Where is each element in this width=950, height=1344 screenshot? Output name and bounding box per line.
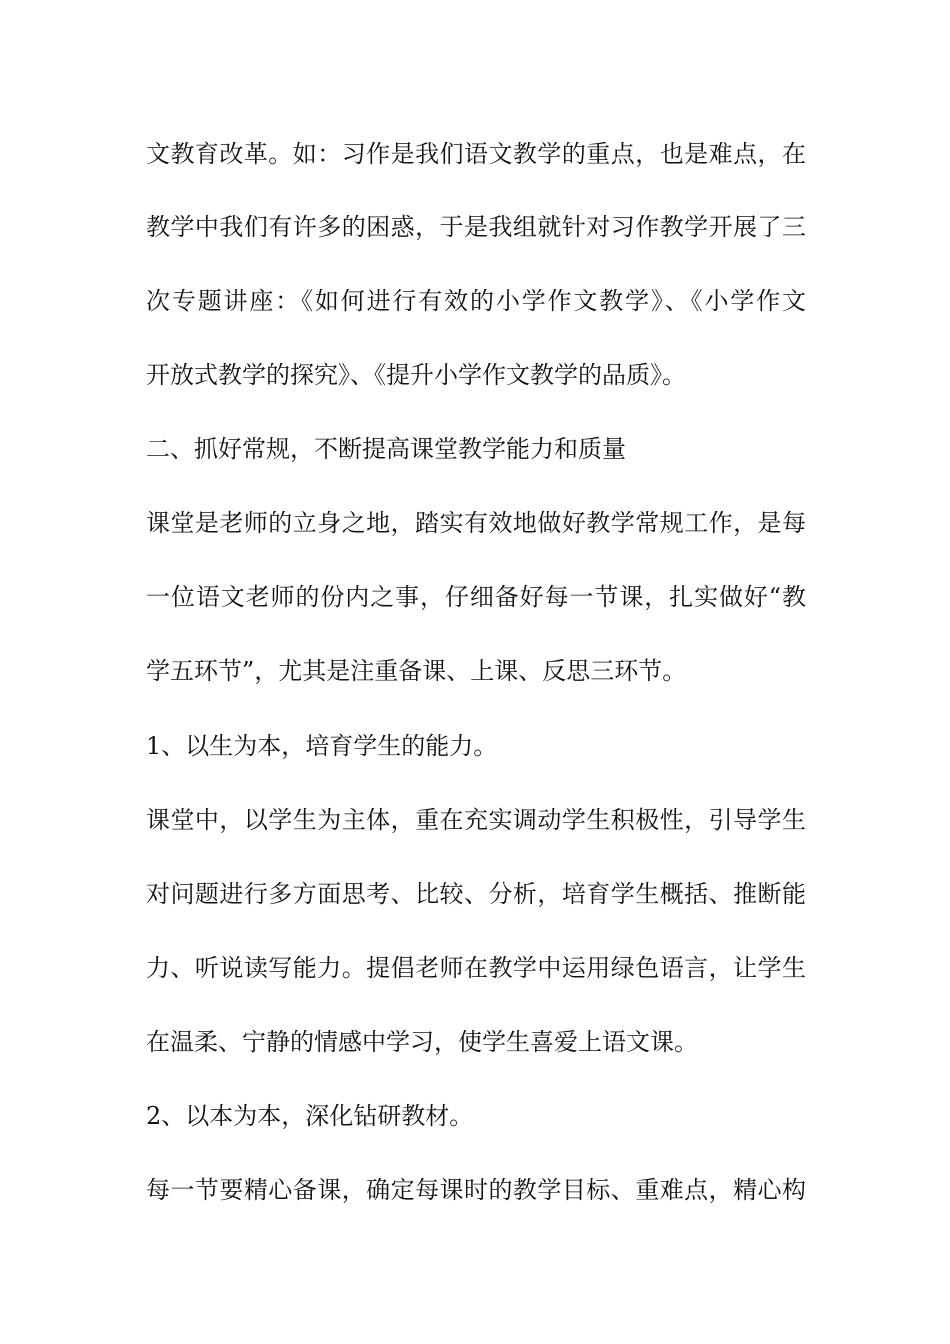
text-line: 对问题进行多方面思考、比较、分析，培育学生概括、推断能 — [146, 880, 806, 908]
text-line: 开放式教学的探究》、《提升小学作文教学的品质》。 — [146, 361, 686, 389]
text-line: 课堂是老师的立身之地，踏实有效地做好教学常规工作，是每 — [146, 509, 806, 537]
subsection-heading: 2、以本为本，深化钻研教材。 — [146, 1102, 474, 1130]
text-line: 次专题讲座：《如何进行有效的小学作文教学》、《小学作文 — [146, 287, 806, 315]
section-heading: 二、抓好常规，不断提高课堂教学能力和质量 — [146, 435, 626, 463]
text-line: 学五环节”，尤其是注重备课、上课、反思三环节。 — [146, 657, 687, 685]
text-line: 教学中我们有许多的困惑，于是我组就针对习作教学开展了三 — [146, 213, 806, 241]
text-line: 力、听说读写能力。提倡老师在教学中运用绿色语言，让学生 — [146, 954, 806, 982]
text-line: 在温柔、宁静的情感中学习，使学生喜爱上语文课。 — [146, 1028, 698, 1056]
text-line: 文教育改革。如：习作是我们语文教学的重点，也是难点，在 — [146, 140, 806, 168]
subsection-heading: 1、以生为本，培育学生的能力。 — [146, 732, 498, 760]
text-line: 课堂中，以学生为主体，重在充实调动学生积极性，引导学生 — [146, 806, 806, 834]
text-line: 一位语文老师的份内之事，仔细备好每一节课，扎实做好“教 — [146, 583, 806, 611]
text-line: 每一节要精心备课，确定每课时的教学目标、重难点，精心构 — [146, 1176, 806, 1204]
